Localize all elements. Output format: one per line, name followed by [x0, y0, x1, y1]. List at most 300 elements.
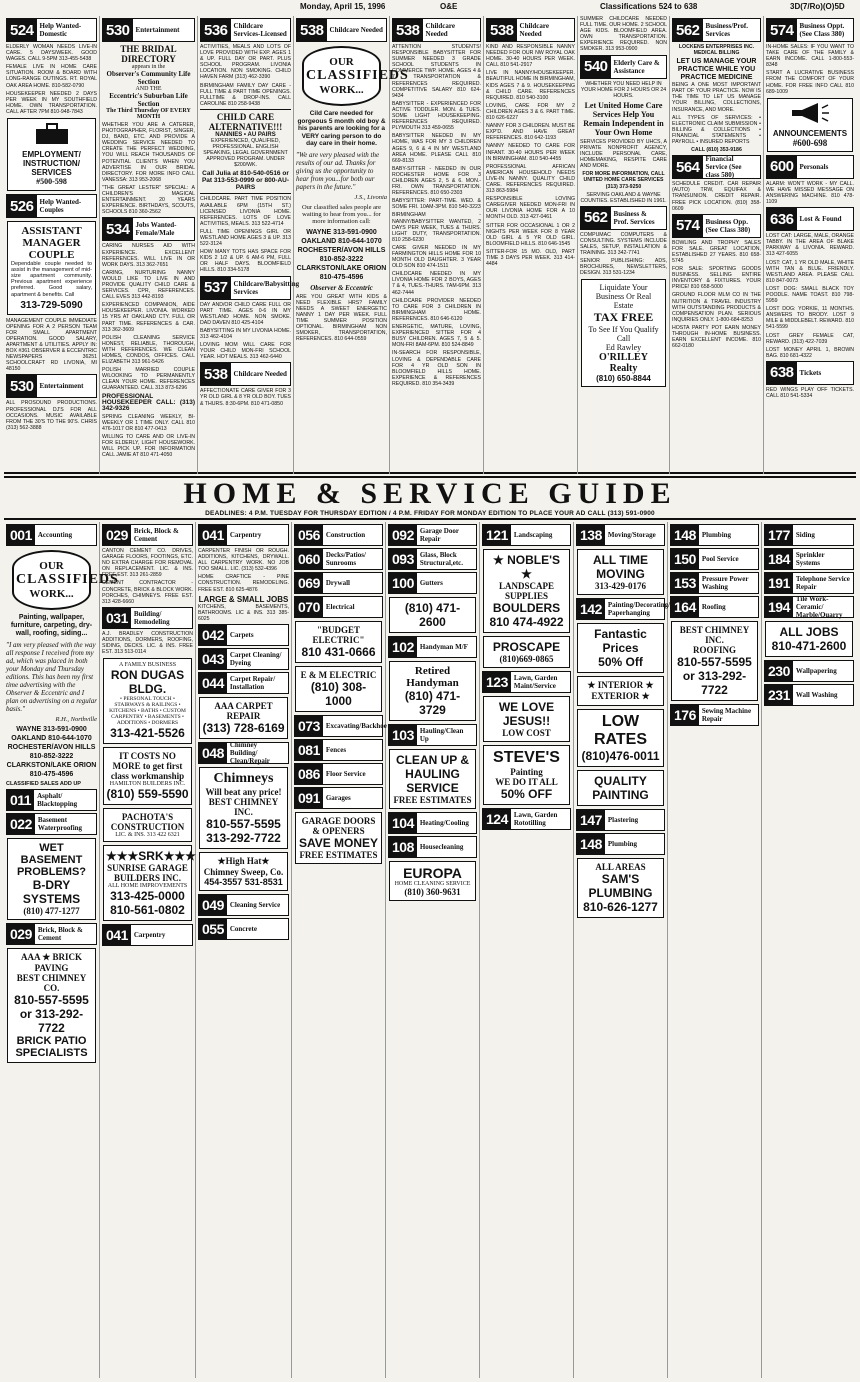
testimonial-author: J.S., Livonia: [354, 193, 387, 201]
category-number: 121: [483, 525, 511, 545]
category-number: 537: [201, 277, 231, 299]
classified-ad: SERVICES PROVIDED BY UHCS, A PRIVATE NONPROFIT AGENCY, INCLUDE PERSONAL CARE, HOMEMAKING, RESPITE CARE AND MORE.: [580, 138, 667, 170]
ad-line: FREE ESTIMATES: [299, 850, 378, 860]
category-name: Carpet Repair/ Installation: [229, 674, 276, 691]
category-header: [6, 524, 97, 546]
category-header: [482, 671, 571, 693]
bridal-line: Eccentric's Suburban Life Section: [109, 92, 188, 108]
category-header: [580, 55, 667, 79]
category-number: 029: [7, 924, 35, 944]
category-name: Sewing Machine Repair: [701, 707, 752, 723]
phone-line: CLARKSTON/LAKE ORION 810-475-4596: [296, 264, 387, 281]
category-header: [482, 524, 571, 546]
category-name: Childcare Needed: [519, 22, 549, 38]
briefcase-icon: [32, 123, 72, 145]
phone-line: OAKLAND 810-644-1070: [11, 735, 92, 742]
category-header: [672, 214, 761, 238]
classified-ad: SENIOR PUBLISHING: ADS, BROCHURES, NEWSLETTERS, DESIGN. 313 531-1234: [580, 258, 667, 277]
logo-line: CLASSIFIEDS: [306, 68, 409, 83]
category-header: [576, 524, 665, 546]
category-number: 562: [581, 207, 611, 229]
classified-ad: NANNY FOR 3 CHILDREN. MUST BE EXP'D. AND HAVE GREAT REFERENCES. 810 642-1193: [486, 123, 575, 142]
classified-ad: LOST DOG: YORKIE, 11 MONTHS. ANSWERS TO BRODY. LOST 9 MILE & MIDDLEBELT. REWARD. 810 541-5599: [766, 306, 854, 331]
classified-ad: CHILDCARE PROVIDER NEEDED TO CARE FOR 3 CHILDREN IN BIRMINGHAM HOME. REFERENCES. 810 646-6120: [392, 297, 481, 322]
ad-line: SAM'S PLUMBING: [588, 872, 653, 900]
garage-doors-ad: [295, 812, 382, 864]
phone-line: WAYNE 313-591-0900: [306, 228, 377, 236]
category-number: 524: [7, 19, 37, 41]
employment-title: EMPLOYMENT/ INSTRUCTION/ SERVICES: [22, 150, 81, 178]
category-name: Plastering: [607, 816, 639, 824]
category-number: 230: [765, 661, 793, 681]
category-number: 562: [673, 19, 703, 41]
testimonial-quote: "I am very pleased with the way all response I received from my ad, which was placed in both your Monday and Thursday editions. This has been my first time advertising with the Observer & Eccentric and I plan on advertising on a regular basis.": [6, 641, 97, 713]
low-rates-ad: [577, 709, 664, 767]
classified-ad: BABY-SITTER - NEEDED IN OUR ROCHESTER HOME FOR 3 CHILDREN AGES 2, 5 & 6. MON.-FRI. OWN TRANSPORTATION. REFERENCES. 810 650-2303: [392, 165, 481, 197]
ad-line: B-DRY SYSTEMS: [22, 878, 81, 906]
classified-ad: HOSTA PARTY POT EARN MONEY THROUGH IN-HOME BUSINESS. EARN EXCELLENT INCOME. 810 662-0180: [672, 324, 761, 350]
ad-line: LANDSCAPE SUPPLIES: [498, 581, 554, 601]
category-header: [294, 739, 383, 761]
category-header: [102, 524, 193, 546]
category-name: Construction: [325, 531, 366, 539]
ad-line: SAVE MONEY: [298, 836, 379, 850]
page-code: 3D(7/Ro)(O)5D: [790, 2, 845, 11]
classified-ad: FOR SALE: SPORTING GOODS BUSINESS. SELLING ENTIRE INVENTORY & FIXTURES. YOUR PRICE! 810 658-5000: [672, 266, 761, 291]
ad-line: AAA ★ BRICK PAVING: [20, 952, 83, 973]
classified-ad: ALL PROSOUND PRODUCTIONS. PROFESSIONAL DJ'S FOR ALL OCCASIONS. MUSIC AVAILABLE FROM THE 30'S TO THE 90'S. CHRIS (313) 562-3888: [6, 400, 97, 431]
category-number: 638: [767, 362, 797, 384]
classified-ad: WILLING TO CARE AND OR LIVE-IN FOR ELDERLY, LIGHT HOUSEWORK. WILL PICK UP. FOR INFORMATION CALL JAMIE AT 810 471-4050: [102, 434, 195, 459]
category-header: [580, 206, 667, 230]
ad-phone: (810) 471-3729: [404, 689, 461, 717]
ad-phone: 313-429-0176: [595, 581, 646, 591]
category-number: 123: [483, 672, 511, 692]
category-name: Childcare Needed: [329, 26, 383, 34]
ad-line: Call Julia at 810-540-0516 or Pat 313-553-0999 or 800-AU-PAIRS: [201, 170, 290, 192]
category-header: [482, 808, 571, 830]
category-number: 104: [389, 813, 417, 833]
pachotas-ad: [103, 808, 192, 842]
category-number: 093: [389, 549, 417, 569]
ad-phone: or 313-292-7722: [682, 669, 747, 697]
category-name: Tickets: [799, 368, 822, 377]
announcements-logo: [767, 98, 853, 152]
ad-phone: 810-471-2600: [771, 639, 847, 653]
category-name: Entertainment: [39, 382, 84, 391]
category-number: 029: [103, 525, 131, 545]
classified-ad: LOST GREY FEMALE CAT, REWARD. (313) 422-7039: [766, 332, 854, 345]
classified-ad: CALL (810) 353-9186: [691, 147, 742, 154]
category-name: Accounting: [37, 531, 73, 539]
classified-column-8: [670, 16, 764, 474]
category-header: [6, 813, 97, 835]
ad-headline: LET US MANAGE YOUR PRACTICE WHILE YOU PRACTICE MEDICINE: [676, 58, 757, 82]
classified-ad: ENERGETIC, MATURE, LOVING, EXPERIENCED SITTER FOR 4 BUSY CHILDREN. AGES 7, 5 & 5. MON-FRI 8AM-6PM. 810 524-8849: [392, 324, 481, 349]
category-name: Lost & Found: [799, 215, 842, 224]
category-number: 041: [103, 925, 131, 945]
ad-phone: 810-561-0802: [110, 903, 185, 918]
category-header: [388, 572, 477, 594]
ad-line: ROOFING: [692, 645, 736, 655]
classified-ad: PROFESSIONAL AFRICAN AMERICAN HOUSEHOLD NEEDS LIVE-IN NANNY. QUALITY CHILD CARE. REFERENCES REQUIRED. 313 863-5984: [486, 163, 575, 195]
classified-ad: KIND AND RESPONSIBLE NANNY NEEDED FOR OUR NW ROYAL OAK HOME. 30-40 HOURS PER WEEK. CALL 810 541-2917: [486, 44, 575, 69]
classified-ad: ARE YOU GREAT WITH KIDS & NEED FLEXIBLE HRS? FAMILY NEEDS A SWEET ENERGETIC NANNY 1 DAY PER WEEK. FULL TIME SUMMER POSITION OPTIONAL. BIRMINGHAM NON SMOKER, TRANSPORTATION, REFERENCES. 810 644-0559: [296, 293, 387, 343]
ad-phone: 313-729-5090: [20, 299, 83, 311]
category-number: 001: [7, 525, 35, 545]
category-number: 184: [765, 549, 793, 569]
ad-line: LOW RATES: [593, 713, 648, 748]
classified-ad: LIVE IN NANNY/HOUSEKEEPER. BEAUTIFUL HOME IN BIRMINGHAM, KIDS AGES 7 & 9. HOUSEKEEPING & CHILD CARE. REFERENCES REQUIRED. 810 540-3100: [486, 70, 575, 101]
classified-column-3: [198, 16, 300, 474]
classified-ad: RED WINGS PLAY OFF TICKETS. CALL 810 541-5334: [766, 386, 854, 399]
brick-paving-ad: [7, 948, 96, 1063]
category-header: [200, 276, 300, 300]
ad-line: BOULDERS: [492, 601, 561, 615]
ad-line: BEST CHIMNEY INC.: [208, 796, 279, 817]
ad-line: ALL TIME MOVING: [592, 553, 649, 581]
classified-ad: EXPERIENCED COMPANION, AIDE HOUSEKEEPER. LIVONIA. WORKED 15 YRS AT OAKLAND CTY. FULL OR PART TIME. REFERENCES & CAR. 313 362-3609: [102, 302, 195, 333]
classified-ad: BIRMINGHAM - NANNY/BABYSITTER WANTED, 2 DAYS PER WEEK, TUES & THURS. LIGHT DUTY, TRANSPORTATION. 810 258-6230: [392, 212, 481, 243]
ad-line: ALL AREAS: [595, 862, 646, 872]
category-header: [672, 155, 761, 179]
category-header: [294, 715, 387, 737]
category-header: [764, 524, 854, 546]
ad-phone: (810) 308-1000: [310, 680, 367, 708]
category-number: 138: [577, 525, 605, 545]
ron-dugas-ad: [103, 658, 192, 744]
category-number: 148: [671, 525, 699, 545]
category-header: [6, 374, 97, 398]
classified-column-2: [100, 16, 198, 474]
classified-ad: SITTER FOR OCCASIONAL 1 OR 2 NIGHTS PER WEEK FOR 8 YEAR OLD GIRL & 5 YR OLD GIRL. BLOOMFIELD HILLS. 810 646-1545: [486, 222, 575, 247]
category-header: [198, 672, 289, 694]
classified-ad: HOW MANY TOTS HAS SPACE FOR KIDS 2 1/2 & UP. 6 AM-6 PM, FULL OR HALF DAYS. BLOOMFIELD HILLS. 810 334-5178: [200, 249, 291, 274]
bridal-title: THE BRIDAL DIRECTORY: [120, 44, 177, 64]
ad-text: Dependable couple needed to assist in the management of mid-size apartment community. Previous apartment experience preferred. Good salary, apartment & benefits. Call: [11, 261, 93, 298]
classified-ad: CANTON CEMENT CO. DRIVES, GARAGE FLOORS, FOOTINGS, ETC. NO EXTRA CHARGE FOR REMOVAL ON REPLACEMENT. LIC. & INS. FREE EST. 313 261-2859: [102, 548, 193, 579]
ad-line: 50% OFF: [500, 787, 553, 801]
classified-ad: MANAGEMENT COUPLE IMMEDIATE OPENING FOR A 2 PERSON TEAM FOR SMALL APARTMENT OPERATION. GOOD SALARY, APARTMENT & UTILITIES. APPLY IN: BOX #361 OBSERVER & ECCENTRIC NEWSPAPERS 36251 SCHOOLCRAFT RD LIVONIA, MI 48150: [6, 317, 97, 373]
category-name: Business & Prof. Services: [613, 209, 655, 226]
category-name: Cleaning Service: [229, 900, 281, 909]
classified-ad: CARING, NURTURING NANNY WOULD LIKE TO LIVE IN AND PROVIDE QUALITY CHILD CARE & SERVICES. CPR, REFERENCES. CALL EVES 313 442-8193: [102, 269, 195, 301]
classified-ad: WHETHER YOU NEED HELP IN YOUR HOME FOR 2 HOURS OR 24 HOURS.: [580, 80, 667, 99]
ad-line: WET BASEMENT PROBLEMS?: [16, 842, 87, 878]
guide-column-6: [480, 522, 574, 1378]
category-number: 081: [295, 740, 323, 760]
category-name: Carpentry: [133, 931, 166, 940]
category-name: Elderly Care & Assistance: [613, 58, 660, 75]
category-header: [6, 18, 97, 42]
category-name: Garages: [325, 794, 351, 802]
category-name: Carpets: [229, 630, 254, 639]
category-name: Business/Prof. Services: [705, 22, 748, 38]
category-number: 538: [487, 19, 517, 41]
ad-line: BEST CHIMNEY CO.: [16, 973, 87, 993]
category-header: [766, 155, 854, 179]
category-header: [6, 194, 97, 218]
ad-line: Ed Rawley: [605, 343, 642, 353]
ad-line: WE LOVE JESUS!!: [498, 700, 555, 728]
announcements-title: ANNOUNCEMENTS: [772, 128, 848, 138]
category-number: 060: [295, 549, 323, 569]
phone-line: OAKLAND 810-644-1070: [301, 237, 382, 245]
ad-line: RON DUGAS BLDG.: [110, 668, 185, 697]
guide-column-3: [196, 522, 292, 1378]
category-number: 536: [201, 19, 231, 41]
classified-ad: BEING A ONE MOST IMPORTANT PART OF YOUR PRACTICE. NOW IS THE TIME TO LET US MANAGE YOUR BILLING, COLLECTIONS, INSURANCE, AND MORE.: [672, 82, 761, 113]
classified-ad: KITCHENS, BASEMENTS, BATHROOMS. LIC & INS. 313 385-6025: [198, 603, 289, 622]
category-number: 177: [765, 525, 793, 545]
category-name: Carpet Cleaning/ Dyeing: [229, 650, 282, 667]
classified-ad: HOME CRAFTICE - PINE CONSTRUCTION. REMODELING. FREE EST. 810 625-4876: [198, 574, 289, 593]
ad-line: STEVE'S: [493, 749, 560, 766]
category-number: 538: [393, 19, 423, 41]
category-header: [198, 918, 289, 940]
chimneys-ad: [199, 767, 288, 849]
guide-column-8: [668, 522, 762, 1378]
logo-subtitle: Painting, wallpaper, furniture, carpeting, dry-wall, roofing, siding...: [10, 614, 93, 637]
ad-line: LIC. & INS. 313 422 6321: [115, 832, 180, 839]
classified-ad: ATTENTION STUDENTS! RESPONSIBLE BABYSITTER FOR SUMMER NEEDED 3 GRADE SCHOOL STUDENTS IN COMMERCE TWP. HOME. AGES 4 & 7. TRANSPORTATION & REFERENCES REQUIRED. COMPETITIVE SALARY 810 624-9434: [392, 44, 481, 99]
category-name: Excavating/Backhoe: [325, 722, 387, 730]
category-number: 534: [103, 218, 133, 240]
category-name: Entertainment: [135, 26, 180, 34]
category-name: Asphalt/ Blacktopping: [37, 792, 78, 808]
category-number: 031: [103, 608, 131, 628]
ad-line: ALL HOME IMPROVEMENTS: [107, 883, 188, 890]
category-name: Tile Work-Ceramic/ Marble/Quarry: [795, 595, 843, 619]
announcements-code: #600-698: [792, 137, 828, 148]
classified-column-9: [764, 16, 856, 474]
category-number: 091: [295, 788, 323, 808]
assistant-manager-ad: [7, 221, 96, 315]
classified-ad: BIRMINGHAM FAMILY DAY CARE - FULL TIME & PART TIME OPENINGS. FULLTIME & DROP-INS. CALL CAROLINE 810 258-9438: [200, 82, 291, 107]
ad-line: FREE ESTIMATES: [393, 795, 472, 805]
category-number: 176: [671, 705, 699, 725]
category-number: 041: [199, 525, 227, 545]
category-header: [764, 596, 854, 618]
category-number: 164: [671, 597, 699, 617]
bridal-directory-ad: [102, 44, 195, 120]
classifieds-top: [4, 16, 856, 474]
category-header: [766, 18, 854, 42]
category-header: [198, 648, 289, 670]
classified-ad: CHILDCARE. PART TIME POSITION AVAILABLE 6PM (15TH ST.) LICENSED LIVONIA HOME. REFERENCES. LOTS OF LOVE ACTIVITIES, MEALS. 313 522-4714: [200, 196, 291, 227]
logo-line: OUR: [39, 560, 64, 572]
category-header: [670, 704, 759, 726]
category-number: 600: [767, 156, 797, 178]
category-header: [102, 18, 195, 42]
ad-line: "BUDGET ELECTRIC": [312, 625, 365, 645]
logo-line: CLASSIFIEDS: [16, 572, 119, 587]
ad-line: Retired Handyman: [406, 665, 459, 689]
category-number: 530: [103, 19, 133, 41]
ad-line: Fantastic Prices: [594, 627, 647, 655]
classified-ad: SITTER-FOR 15 MO. OLD, PART TIME 3 DAYS PER WEEK. 313 414-4484: [486, 248, 575, 268]
category-number: 538: [297, 19, 327, 41]
category-name: Wall Washing: [795, 691, 838, 699]
hamilton-builders-ad: [103, 747, 192, 805]
classified-ad: CARE GIVER NEEDED IN MY FARMINGTON HILLS HOME FOR 10 MONTH OLD DAUGHTER. 3 YEAR OLD SON 810 474-1511: [392, 244, 481, 270]
category-name: Childcare Needed: [233, 370, 287, 379]
category-number: 042: [199, 625, 227, 645]
classified-ad: FEMALE LIVE IN HOME CARE SITUATION. ROOM & BOARD WITH LONG-RANGE OUTINGS. RT. ROYAL OAK AREA HOME. 810-582-0790: [6, 64, 97, 89]
category-number: 147: [577, 810, 605, 830]
category-name: Lawn, Garden Rototilling: [513, 811, 558, 827]
ad-title: ASSISTANT MANAGER COUPLE: [21, 225, 82, 262]
category-header: [102, 924, 193, 946]
classified-ad: CARING NURSES AID WITH EXPERIENCE. EXCELLENT REFERENCES. WILL LIVE IN OR WORK DAYS. 313 362-7651: [102, 243, 195, 268]
classified-ad: DAY AND/OR CHILD CARE FULL OR PART TIME. AGES 0-6 IN MY WESTLAND HOME. NON SMOKE. DAD DAVEN 810 425-4104: [200, 301, 291, 326]
category-header: [294, 572, 383, 594]
classified-ad: SPRING CLEANING WEEKLY, BI-WEEKLY OR 1 TIME ONLY. CALL 810 476-1017 OR 810 477-0413: [102, 413, 195, 433]
bridal-line: Observer's Community Life Section: [106, 70, 191, 86]
category-name: Gutters: [419, 579, 443, 587]
category-name: Personals: [799, 162, 829, 171]
ad-line: Chimneys: [213, 770, 274, 786]
category-header: [672, 18, 761, 42]
ad-line: ★ INTERIOR ★ EXTERIOR ★: [587, 680, 654, 701]
category-header: [576, 809, 665, 831]
classified-ad: LOVING MOM WILL CARE FOR YOUR CHILD MON-FRI SCHOOL YEAR. HOT MEALS. 313 462-6440: [200, 342, 291, 361]
category-number: 636: [767, 208, 797, 230]
category-number: 070: [295, 597, 323, 617]
ad-line: To See If You Qualify Call: [588, 325, 659, 344]
ad-phone: (313) 728-6169: [202, 720, 285, 735]
category-header: [766, 361, 854, 385]
testimonial-author: R.H., Northville: [55, 716, 97, 723]
category-name: Sprinkler Systems: [795, 551, 825, 567]
classified-ad: BABYSITTER NEEDED IN MY HOME, WAS FOR MY 3 CHILDREN AGES 9, 6 & 4 IN MY WESTLAND AREA HOME. PLEASE CALL 810 669-8133: [392, 133, 481, 164]
classified-ad: BABYSITTER - EXPERIENCED FOR ACTIVE TODDLER. MON. & TUES. SOME LIGHT HOUSEKEEPING. REFERENCES REQUIRED. PLYMOUTH 313 459-0655: [392, 100, 481, 132]
employment-logo: [7, 118, 96, 191]
fantastic-prices-ad: [577, 623, 664, 673]
category-header: [388, 812, 477, 834]
em-electric-ad: [295, 666, 382, 712]
category-number: 069: [295, 573, 323, 593]
category-header: [6, 789, 97, 811]
sunrise-garage-ad: [103, 845, 196, 921]
category-name: Chimney Building/ Clean/Repair: [229, 740, 270, 765]
section-name: O&E: [440, 2, 458, 11]
category-name: Brick, Block & Cement: [133, 527, 179, 543]
ad-phone: (810) 477-1277: [23, 906, 80, 916]
guide-column-9: [762, 522, 856, 1378]
contact-phones: [6, 725, 97, 779]
ad-line: IT COSTS NO MORE to get first class workmanship: [110, 751, 185, 782]
category-header: [766, 207, 854, 231]
category-number: 150: [671, 549, 699, 569]
category-number: 056: [295, 525, 323, 545]
classified-ad: ALARM: WON'T WORK - MY CALL. WE HAVE MISSED MESSAGE ON ANSWERING MACHINE. 810 478-1109: [766, 180, 854, 206]
classified-ad: LOST: CAT, 1 YR OLD MALE, WHITE WITH TAN & BLUE. FRIENDLY. WESTLAND AREA. PLEASE CALL 810 847-0073: [766, 259, 854, 284]
megaphone-icon: [788, 102, 832, 124]
ad-line: Will beat any price!: [205, 786, 282, 797]
classified-ad: A.J. BRADLEY CONSTRUCTION ADDITIONS, DORMERS, ROOFING, SIDING, DECKS. LIC. & INS. FREE EST. 313 513-0114: [102, 630, 193, 656]
category-name: Brick, Block & Cement: [37, 926, 83, 942]
classified-ad: RESPONSIBLE LOVING CAREGIVER NEEDED MON-FRI IN OUR LIVONIA HOME FOR A 10 MONTH OLD. 313 427-0461: [486, 196, 575, 221]
classified-column-6: [484, 16, 578, 474]
classified-ad: COMPUMAC COMPUTERS & CONSULTING. SYSTEMS INCLUDE SALES, SETUP, INSTALLATION & TRAINING. 313 342-7741: [580, 231, 667, 257]
category-number: 055: [199, 919, 227, 939]
category-number: 092: [389, 525, 417, 545]
ad-line: • PERSONAL TOUCH • STAIRWAYS & RAILINGS • KITCHENS • BATHS • CUSTOM CARPENTRY • BASEMENTS • ADDITIONS • DORMERS: [109, 696, 186, 727]
sales-note: CLASSIFIED SALES ADD UP: [6, 781, 81, 787]
category-header: [764, 660, 854, 682]
classified-ad: NANNY NEEDED TO CARE FOR INFANT. 30-40 HOURS PER WEEK IN BIRMINGHAM. 810 540-4455: [486, 143, 575, 162]
category-name: Help Wanted-Domestic: [39, 22, 82, 38]
category-name: Plumbing: [607, 840, 638, 848]
classified-ad: BOWLING AND TROPHY SALES FOR SALE. GREAT LOCATION, ESTABLISHED 27 YEARS. 810 658-5745: [672, 239, 761, 264]
classified-ad: LOST CAT: LARGE, MALE, ORANGE TABBY. IN THE AREA OF BLAKE PARKWAY & LIVONIA. REWARD. 313 427-6055: [766, 233, 854, 258]
category-number: 043: [199, 649, 227, 669]
ad-title: CHILD CARE ALTERNATIVE!!!: [208, 111, 283, 132]
category-name: Wallpapering: [795, 667, 837, 675]
ad-line: O'RILLEY Realty: [599, 352, 648, 375]
clean-up-hauling-ad: [389, 749, 476, 809]
classified-ad: WHETHER YOU ARE A CATERER, PHOTOGRAPHER, FLORIST, SINGER, DJ, BAND, ETC. AND PROVIDE A WEDDING SERVICE NEEDED TO CREATE THE PERFECT WEDDING, YOU WILL REACH THOUSANDS OF POTENTIAL CLIENTS WHEN YOU ADVERTISE IN OUR BRIDAL DIRECTORY. FOR MORE INFO CALL VANESSA: 313 953-2068: [102, 122, 195, 183]
ad-line: Chimney Sweep, Co.: [203, 866, 284, 877]
ad-phone: 810 431-0666: [301, 645, 376, 659]
classifications-range: Classifications 524 to 638: [600, 2, 698, 11]
category-header: [670, 572, 759, 594]
classified-ad: ALL TYPES OF SERVICES: • ELECTRONIC CLAIM SUBMISSION • BILLING & COLLECTIONS • FINANCIAL STATEMENTS • PAYROLL • INSURED REPORTS: [672, 114, 761, 146]
category-number: 044: [199, 673, 227, 693]
category-number: 048: [199, 743, 227, 763]
ad-phone: (810) 471-2600: [404, 601, 461, 629]
bridal-line: appears in the: [131, 64, 166, 70]
ad-phone: 810-557-5595: [206, 816, 281, 831]
ad-phone: 810-557-5595: [14, 993, 89, 1007]
phone-line: ROCHESTER/AVON HILLS 810-852-3222: [297, 246, 386, 263]
category-name: Carpentry: [229, 531, 262, 539]
category-number: 538: [201, 363, 231, 385]
guide-column-4: [292, 522, 386, 1378]
ad-phone: 810-557-5595: [677, 655, 752, 669]
classified-ad: START A LUCRATIVE BUSINESS FROM THE COMFORT OF YOUR HOME. FOR FREE INFO CALL 810 689-1009: [766, 70, 854, 95]
classified-ad: SUMMER CHILDCARE NEEDED FULL TIME. OUR HOME. 2 SCHOOL AGE KIDS. BLOOMFIELD AREA. OWN TRANSPORTATION. EXPERIENCE REQUIRED. NON SMOKER. 313 953-0900: [580, 16, 667, 53]
category-name: Roofing: [701, 603, 726, 611]
ad-line: HOME CLEANING SERVICE: [394, 881, 471, 887]
category-name: Help Wanted-Couples: [39, 198, 82, 215]
liquidate-business-ad: [581, 279, 666, 387]
category-header: [198, 624, 289, 646]
category-number: 073: [295, 716, 323, 736]
classified-ad: POLISH MARRIED COUPLE W/LOOKING TO PERMANENTLY CLEAN YOUR HOME. REFERENCES GUARANTEED. CALL 313 873-6296: [102, 367, 195, 392]
category-header: [576, 598, 671, 620]
nobles-landscape-ad: [483, 549, 570, 633]
all-jobs-ad: [765, 621, 853, 657]
ad-line: TAX FREE: [593, 310, 654, 325]
our-classifieds-work-logo: [12, 550, 119, 610]
category-name: Housecleaning: [419, 843, 464, 851]
ad-line: PROSCAPE: [492, 640, 561, 654]
ad-line: CLEAN UP & HAULING SERVICE: [395, 753, 470, 795]
category-name: Childcare/Babysitting Services: [233, 279, 300, 296]
ad-phone: (810)669-0865: [499, 654, 554, 664]
category-number: 049: [199, 895, 227, 915]
logo-line: WORK...: [319, 84, 364, 96]
ad-line: BEST CHIMNEY INC.: [679, 625, 750, 645]
date-line: Monday, April 15, 1996: [300, 2, 386, 11]
ad-line: HAMILTON BUILDERS INC.: [109, 781, 186, 788]
ad-line: PACHOTA'S CONSTRUCTION: [110, 812, 185, 833]
brand-logo: Observer & Eccentric: [310, 283, 373, 292]
classified-column-7: [578, 16, 670, 474]
ad-line: BRICK PATIO SPECIALISTS: [15, 1035, 88, 1059]
